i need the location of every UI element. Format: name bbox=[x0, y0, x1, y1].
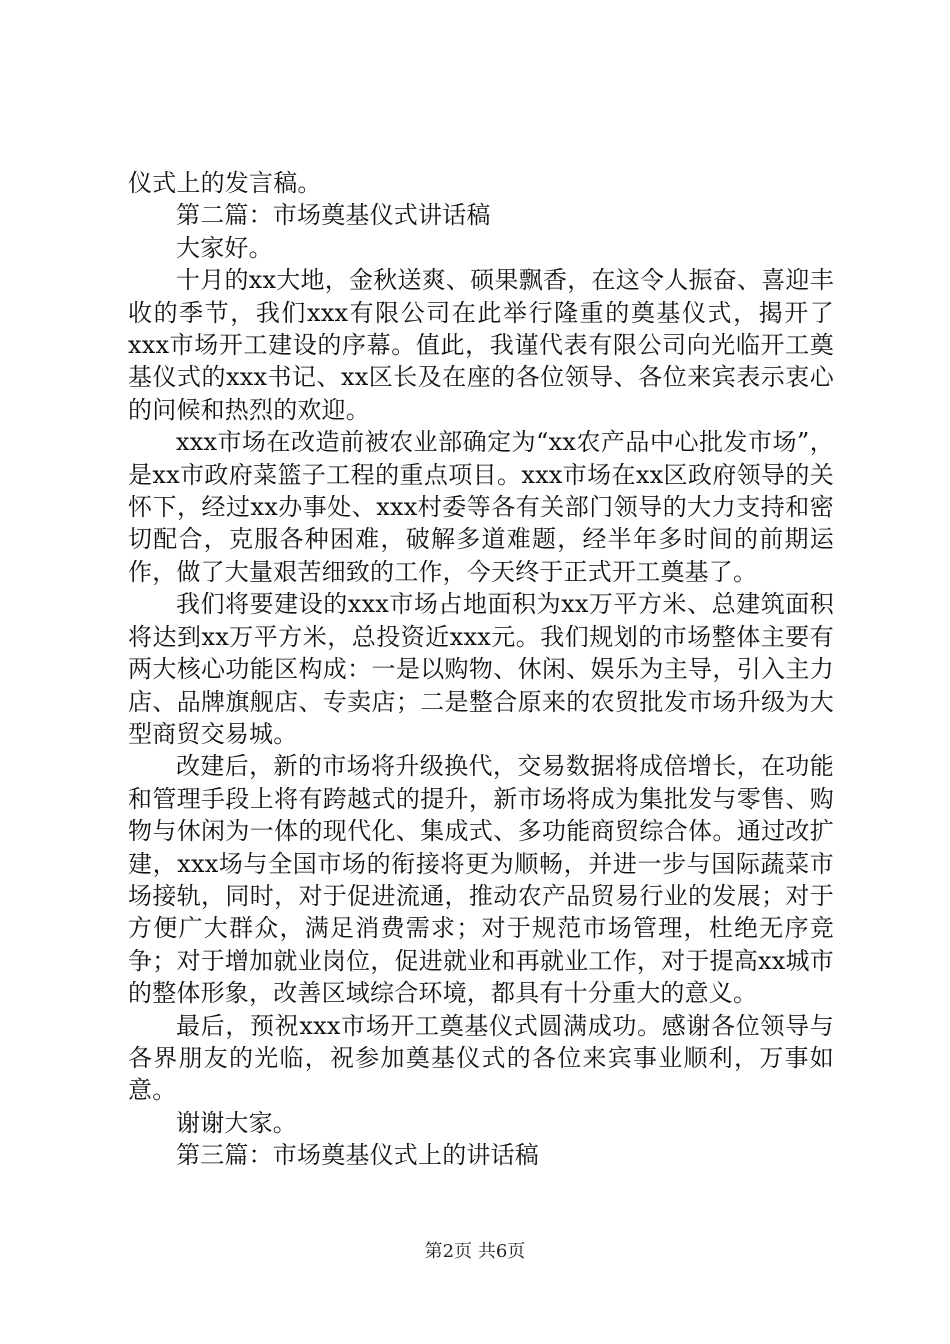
document-body bbox=[128, 167, 834, 1172]
greeting: 大家好。 bbox=[176, 233, 273, 262]
paragraph-continuation: 仪式上的发言稿。 bbox=[128, 169, 322, 197]
paragraph: 最后，预祝xxx市场开工奠基仪式圆满成功。感谢各位领导与各界朋友的光临，祝参加奠基仪式的各位来宾事业顺利，万事如意。 bbox=[128, 1011, 834, 1105]
section-heading-3: 第三篇：市场奠基仪式上的讲话稿 bbox=[176, 1141, 539, 1170]
paragraph: xxx市场在改造前被农业部确定为“xx农产品中心批发市场”，是xx市政府菜篮子工程的重点项目。xxx市场在xx区政府领导的关怀下，经过xx办事处、xxx村委等各有关部门领导的大力支持和密切配合，克服各种困难，破解多道难题，经半年多时间的前期运作，做了大量艰苦细致的工作，今天终于正式开工奠基了。 bbox=[128, 428, 834, 586]
section-heading-2: 第二篇：市场奠基仪式讲话稿 bbox=[176, 201, 491, 230]
paragraph: 我们将要建设的xxx市场占地面积为xx万平方米、总建筑面积将达到xx万平方米，总投资近xxx元。我们规划的市场整体主要有两大核心功能区构成：一是以购物、休闲、娱乐为主导，引入主力店、品牌旗舰店、专卖店；二是整合原来的农贸批发市场升级为大型商贸交易城。 bbox=[128, 590, 834, 748]
paragraph: 十月的xx大地，金秋送爽、硕果飘香，在这令人振奋、喜迎丰收的季节，我们xxx有限公司在此举行隆重的奠基仪式，揭开了xxx市场开工建设的序幕。值此，我谨代表有限公司向光临开工奠基仪式的xxx书记、xx区长及在座的各位领导、各位来宾表示衷心的问候和热烈的欢迎。 bbox=[128, 266, 834, 424]
paragraph: 改建后，新的市场将升级换代，交易数据将成倍增长，在功能和管理手段上将有跨越式的提升，新市场将成为集批发与零售、购物与休闲为一体的现代化、集成式、多功能商贸综合体。通过改扩建，xxx场与全国市场的衔接将更为顺畅，并进一步与国际蔬菜市场接轨，同时，对于促进流通，推动农产品贸易行业的发展；对于方便广大群众，满足消费需求；对于规范市场管理，杜绝无序竞争；对于增加就业岗位，促进就业和再就业工作，对于提高xx城市的整体形象，改善区域综合环境，都具有十分重大的意义。 bbox=[128, 752, 834, 1008]
page-number-footer: 第2页 共6页 bbox=[424, 1241, 526, 1262]
closing-thanks: 谢谢大家。 bbox=[176, 1108, 297, 1137]
